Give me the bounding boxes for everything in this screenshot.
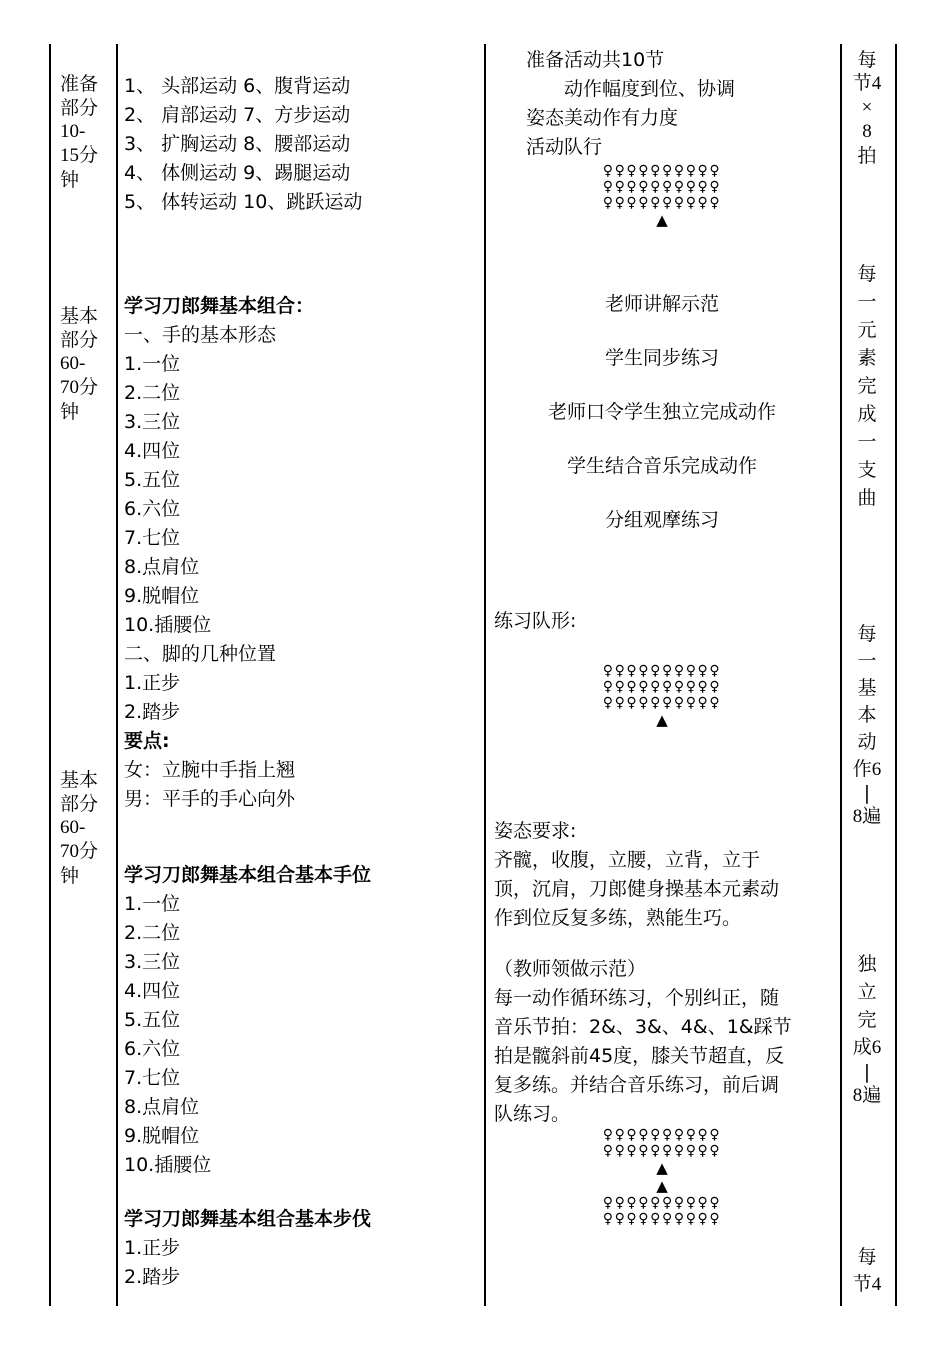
table-border-stage (116, 44, 118, 1306)
step-2: 学生同步练习 (604, 347, 719, 369)
list-item: 4.四位 (124, 440, 181, 462)
list-item: 1.一位 (124, 893, 181, 915)
list-item: 3.三位 (124, 951, 181, 973)
cycle-practice: （教师领做示范） 每一动作循环练习，个别纠正，随 音乐节拍：2&、3&、4&、1&踩节 拍是髋斜前45度，膝关节超直，反 复多练。并结合音乐练习，前后调 队练习。 (494, 955, 834, 1129)
step-3: 老师口令学生独立完成动作 (547, 401, 776, 423)
list-item: 5、 体转运动 10、跳跃运动 (124, 191, 363, 213)
list-item: 2.二位 (124, 922, 181, 944)
step-1: 老师讲解示范 (604, 293, 719, 315)
posture-label: 姿态要求: (494, 820, 577, 842)
list-item: 10.插腰位 (124, 614, 212, 636)
formation-row: ♀♀♀♀♀♀♀♀♀♀ (602, 1211, 722, 1227)
list-item: 6.六位 (124, 1038, 181, 1060)
key-points-label: 要点: (124, 730, 170, 752)
formation-row: ♀♀♀♀♀♀♀♀♀♀ (602, 1195, 722, 1211)
warmup-method: 准备活动共10节 动作幅度到位、协调 姿态美动作有力度 活动队行 (526, 49, 736, 158)
foot-heading: 二、脚的几种位置 (124, 643, 277, 665)
list-item: 2.踏步 (124, 701, 181, 723)
teacher-marker: ▲ (656, 711, 668, 729)
posture-requirements: 姿态要求: 齐髋，收腹，立腰，立背，立于 顶，沉肩，刀郎健身操基本元素动 作到位反复多练，熟能生巧。 (494, 817, 834, 933)
formation-row: ♀♀♀♀♀♀♀♀♀♀ (602, 695, 722, 711)
list-item: 7.七位 (124, 1067, 181, 1089)
list-item: 5.五位 (124, 1009, 181, 1031)
formation-row: ♀♀♀♀♀♀♀♀♀♀ (602, 663, 722, 679)
final-formation (492, 1127, 832, 1227)
formation-row: ♀♀♀♀♀♀♀♀♀♀ (602, 679, 722, 695)
formation-row: ♀♀♀♀♀♀♀♀♀♀ (602, 179, 722, 195)
list-item: 1.一位 (124, 353, 181, 375)
formation-row: ♀♀♀♀♀♀♀♀♀♀ (602, 1127, 722, 1143)
list-item: 9.脱帽位 (124, 1125, 200, 1147)
formation-row: ♀♀♀♀♀♀♀♀♀♀ (602, 163, 722, 179)
warmup-formation (492, 163, 832, 229)
formation-row: ♀♀♀♀♀♀♀♀♀♀ (602, 1143, 722, 1159)
stage-warmup: 准备 部分 10- 15分 钟 (60, 73, 99, 191)
note-each-section: 每 节4 × 8 拍 (852, 49, 882, 167)
note-independent: 独 立 完 成6 | 8遍 (852, 953, 882, 1106)
section-title: 学习刀郎舞基本组合： (124, 295, 315, 317)
list-item: 9.脱帽位 (124, 585, 200, 607)
teacher-lead: （教师领做示范） (494, 958, 647, 980)
list-item: 2.踏步 (124, 1266, 181, 1288)
list-item: 3、 扩胸运动 8、腰部运动 (124, 133, 351, 155)
list-item: 2、 肩部运动 7、方步运动 (124, 104, 351, 126)
stage-basic-2: 基本 部分 60- 70分 钟 (60, 769, 99, 887)
teacher-marker: ▲ (656, 1177, 668, 1195)
list-item: 7.七位 (124, 527, 181, 549)
step-4: 学生结合音乐完成动作 (566, 455, 757, 477)
list-item: 4、 体侧运动 9、踢腿运动 (124, 162, 351, 184)
note-each-basic-move: 每 一 基 本 动 作6 | 8遍 (852, 623, 882, 827)
list-item: 1.正步 (124, 672, 181, 694)
note-each-element: 每 一 元 素 完 成 一 支 曲 (857, 263, 877, 509)
stage-basic-1: 基本 部分 60- 70分 钟 (60, 305, 99, 423)
list-item: 6.六位 (124, 498, 181, 520)
list-item: 1、 头部运动 6、腹背运动 (124, 75, 351, 97)
teacher-marker: ▲ (656, 1159, 668, 1177)
table-border-method (840, 44, 842, 1306)
list-item: 5.五位 (124, 469, 181, 491)
list-item: 4.四位 (124, 980, 181, 1002)
warmup-list (124, 72, 362, 217)
teacher-marker: ▲ (656, 211, 668, 229)
table-border-content (484, 44, 486, 1306)
key-point: 女：立腕中手指上翘 (124, 759, 296, 781)
hand-positions-section (124, 861, 371, 1180)
list-item: 2.二位 (124, 382, 181, 404)
step-section (124, 1205, 371, 1292)
hand-heading: 一、手的基本形态 (124, 324, 277, 346)
step-5: 分组观摩练习 (604, 509, 719, 531)
basic-combination-section (124, 292, 314, 814)
section-title: 学习刀郎舞基本组合基本手位 (124, 864, 372, 886)
list-item: 8.点肩位 (124, 1096, 200, 1118)
note-each-section-2: 每 节4 (852, 1246, 882, 1295)
practice-formation-label: 练习队形: (494, 610, 577, 632)
list-item: 10.插腰位 (124, 1154, 212, 1176)
key-point: 男：平手的手心向外 (124, 788, 296, 810)
list-item: 1.正步 (124, 1237, 181, 1259)
list-item: 3.三位 (124, 411, 181, 433)
table-border-right (895, 44, 897, 1306)
section-title: 学习刀郎舞基本组合基本步伐 (124, 1208, 372, 1230)
list-item: 8.点肩位 (124, 556, 200, 578)
practice-formation (492, 663, 832, 729)
formation-row: ♀♀♀♀♀♀♀♀♀♀ (602, 195, 722, 211)
table-border-left (49, 44, 51, 1306)
